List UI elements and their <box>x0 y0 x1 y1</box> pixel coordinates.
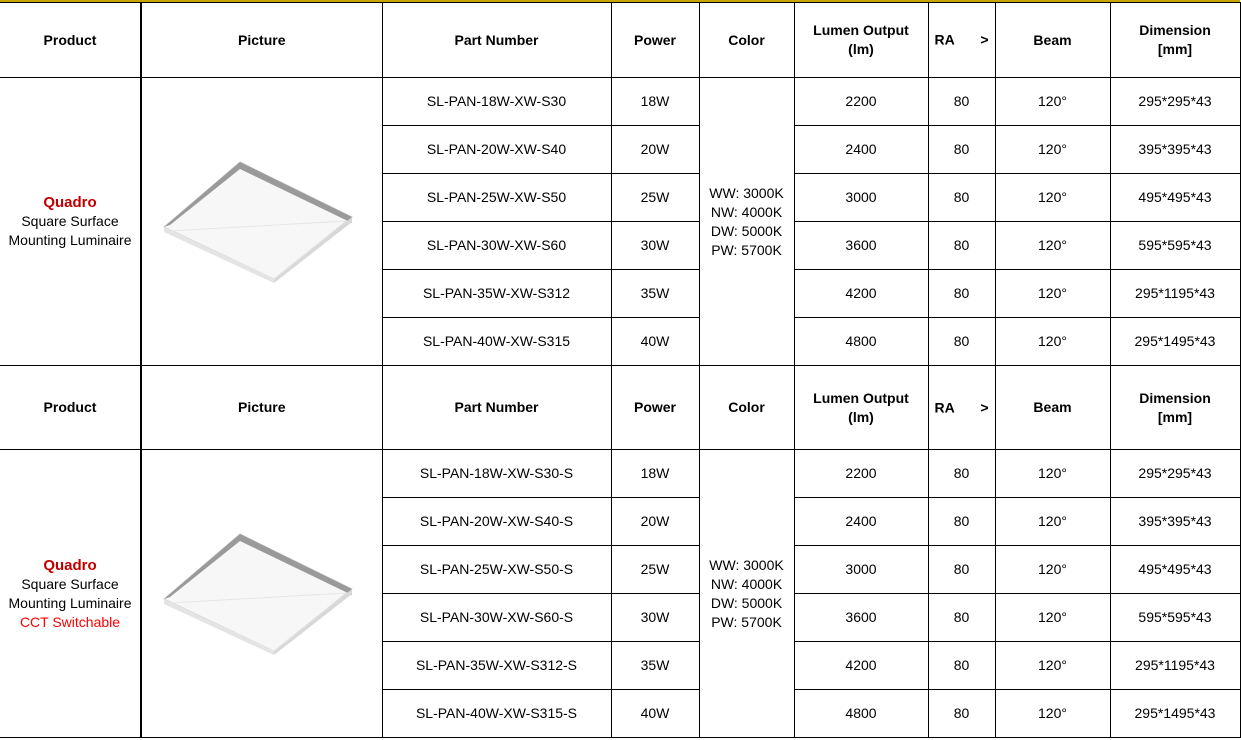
power-value: 25W <box>611 546 699 594</box>
header-ra <box>928 3 995 78</box>
color-temp-dw: DW: 5000K <box>710 222 783 239</box>
product-cell <box>0 450 141 738</box>
lumen-value: 2400 <box>794 126 928 174</box>
product-name: Quadro <box>43 194 97 211</box>
square-panel-light-image <box>162 157 362 287</box>
header-dimension <box>1110 366 1240 450</box>
header-lumen-output <box>794 3 928 78</box>
product-picture-cell <box>141 450 382 738</box>
header-beam: Beam <box>995 366 1110 450</box>
power-value: 20W <box>611 126 699 174</box>
lumen-value: 3000 <box>794 546 928 594</box>
lumen-value: 4200 <box>794 642 928 690</box>
ra-value: 80 <box>928 126 995 174</box>
product-desc-line1: Square Surface <box>21 575 119 592</box>
header-part-number: Part Number <box>382 366 611 450</box>
header-ra-label: RA <box>934 31 955 48</box>
table-row <box>0 78 1240 126</box>
ra-value: 80 <box>928 450 995 498</box>
header-dimension-label: Dimension [mm] <box>1139 389 1211 425</box>
ra-value: 80 <box>928 642 995 690</box>
part-number: SL-PAN-25W-XW-S50-S <box>382 546 611 594</box>
power-value: 30W <box>611 594 699 642</box>
ra-value: 80 <box>928 594 995 642</box>
color-temp-ww: WW: 3000K <box>709 184 784 201</box>
color-temp-dw: DW: 5000K <box>710 594 783 611</box>
dimension-value: 395*395*43 <box>1110 498 1240 546</box>
beam-value: 120° <box>995 450 1110 498</box>
color-temp-pw: PW: 5700K <box>711 613 782 630</box>
header-lumen-label: Lumen Output (lm) <box>813 22 909 57</box>
dimension-value: 295*295*43 <box>1110 78 1240 126</box>
beam-value: 120° <box>995 690 1110 738</box>
header-ra-sign: > <box>980 31 989 48</box>
dimension-value: 495*495*43 <box>1110 546 1240 594</box>
beam-value: 120° <box>995 78 1110 126</box>
power-value: 35W <box>611 270 699 318</box>
header-dimension <box>1110 3 1240 78</box>
header-color: Color <box>699 366 794 450</box>
header-picture: Picture <box>141 366 382 450</box>
product-desc-line2: Mounting Luminaire <box>8 232 132 248</box>
part-number: SL-PAN-25W-XW-S50 <box>382 174 611 222</box>
product-name: Quadro <box>43 556 97 574</box>
part-number: SL-PAN-40W-XW-S315 <box>382 318 611 366</box>
header-lumen-output <box>794 366 928 450</box>
part-number: SL-PAN-30W-XW-S60-S <box>382 594 611 642</box>
square-panel-light-image <box>162 529 362 659</box>
beam-value: 120° <box>995 594 1110 642</box>
part-number: SL-PAN-35W-XW-S312 <box>382 270 611 318</box>
table-header-row <box>0 366 1240 450</box>
dimension-value: 495*495*43 <box>1110 174 1240 222</box>
ra-value: 80 <box>928 78 995 126</box>
product-desc-line1: Square Surface <box>21 213 119 229</box>
power-value: 25W <box>611 174 699 222</box>
power-value: 40W <box>611 318 699 366</box>
power-value: 18W <box>611 450 699 498</box>
beam-value: 120° <box>995 642 1110 690</box>
product-spec-table <box>0 2 1241 738</box>
ra-value: 80 <box>928 270 995 318</box>
lumen-value: 4800 <box>794 318 928 366</box>
beam-value: 120° <box>995 222 1110 270</box>
beam-value: 120° <box>995 270 1110 318</box>
header-part-number: Part Number <box>382 3 611 78</box>
color-temp-ww: WW: 3000K <box>709 556 784 573</box>
lumen-value: 3000 <box>794 174 928 222</box>
header-power: Power <box>611 366 699 450</box>
dimension-value: 595*595*43 <box>1110 594 1240 642</box>
table-row <box>0 450 1240 498</box>
table-header-row <box>0 3 1240 78</box>
part-number: SL-PAN-20W-XW-S40-S <box>382 498 611 546</box>
power-value: 35W <box>611 642 699 690</box>
product-cell <box>0 78 141 366</box>
power-value: 20W <box>611 498 699 546</box>
power-value: 40W <box>611 690 699 738</box>
beam-value: 120° <box>995 174 1110 222</box>
part-number: SL-PAN-18W-XW-S30-S <box>382 450 611 498</box>
lumen-value: 3600 <box>794 594 928 642</box>
ra-value: 80 <box>928 174 995 222</box>
power-value: 30W <box>611 222 699 270</box>
beam-value: 120° <box>995 498 1110 546</box>
power-value: 18W <box>611 78 699 126</box>
color-temperature-cell <box>699 78 794 366</box>
lumen-value: 2200 <box>794 450 928 498</box>
part-number: SL-PAN-35W-XW-S312-S <box>382 642 611 690</box>
lumen-value: 3600 <box>794 222 928 270</box>
beam-value: 120° <box>995 318 1110 366</box>
lumen-value: 2200 <box>794 78 928 126</box>
header-ra-label: RA <box>934 399 955 415</box>
part-number: SL-PAN-40W-XW-S315-S <box>382 690 611 738</box>
header-ra-sign: > <box>980 399 989 415</box>
dimension-value: 295*1495*43 <box>1110 690 1240 738</box>
header-lumen-label: Lumen Output (lm) <box>813 389 909 425</box>
dimension-value: 395*395*43 <box>1110 126 1240 174</box>
lumen-value: 4200 <box>794 270 928 318</box>
header-picture: Picture <box>141 3 382 78</box>
lumen-value: 2400 <box>794 498 928 546</box>
dimension-value: 295*1195*43 <box>1110 642 1240 690</box>
ra-value: 80 <box>928 498 995 546</box>
dimension-value: 595*595*43 <box>1110 222 1240 270</box>
ra-value: 80 <box>928 222 995 270</box>
dimension-value: 295*1195*43 <box>1110 270 1240 318</box>
color-temperature-cell <box>699 450 794 738</box>
part-number: SL-PAN-18W-XW-S30 <box>382 78 611 126</box>
ra-value: 80 <box>928 318 995 366</box>
header-power: Power <box>611 3 699 78</box>
header-color: Color <box>699 3 794 78</box>
header-beam: Beam <box>995 3 1110 78</box>
beam-value: 120° <box>995 546 1110 594</box>
color-temp-nw: NW: 4000K <box>710 203 783 220</box>
header-product: Product <box>0 366 141 450</box>
lumen-value: 4800 <box>794 690 928 738</box>
header-dimension-label: Dimension [mm] <box>1139 22 1211 57</box>
part-number: SL-PAN-30W-XW-S60 <box>382 222 611 270</box>
beam-value: 120° <box>995 126 1110 174</box>
product-desc-line2: Mounting Luminaire <box>8 594 132 611</box>
header-product: Product <box>0 3 141 78</box>
part-number: SL-PAN-20W-XW-S40 <box>382 126 611 174</box>
dimension-value: 295*1495*43 <box>1110 318 1240 366</box>
color-temp-nw: NW: 4000K <box>710 575 783 592</box>
header-ra <box>928 366 995 450</box>
product-desc-cct: CCT Switchable <box>19 613 121 630</box>
product-picture-cell <box>141 78 382 366</box>
dimension-value: 295*295*43 <box>1110 450 1240 498</box>
ra-value: 80 <box>928 690 995 738</box>
ra-value: 80 <box>928 546 995 594</box>
color-temp-pw: PW: 5700K <box>711 241 782 258</box>
